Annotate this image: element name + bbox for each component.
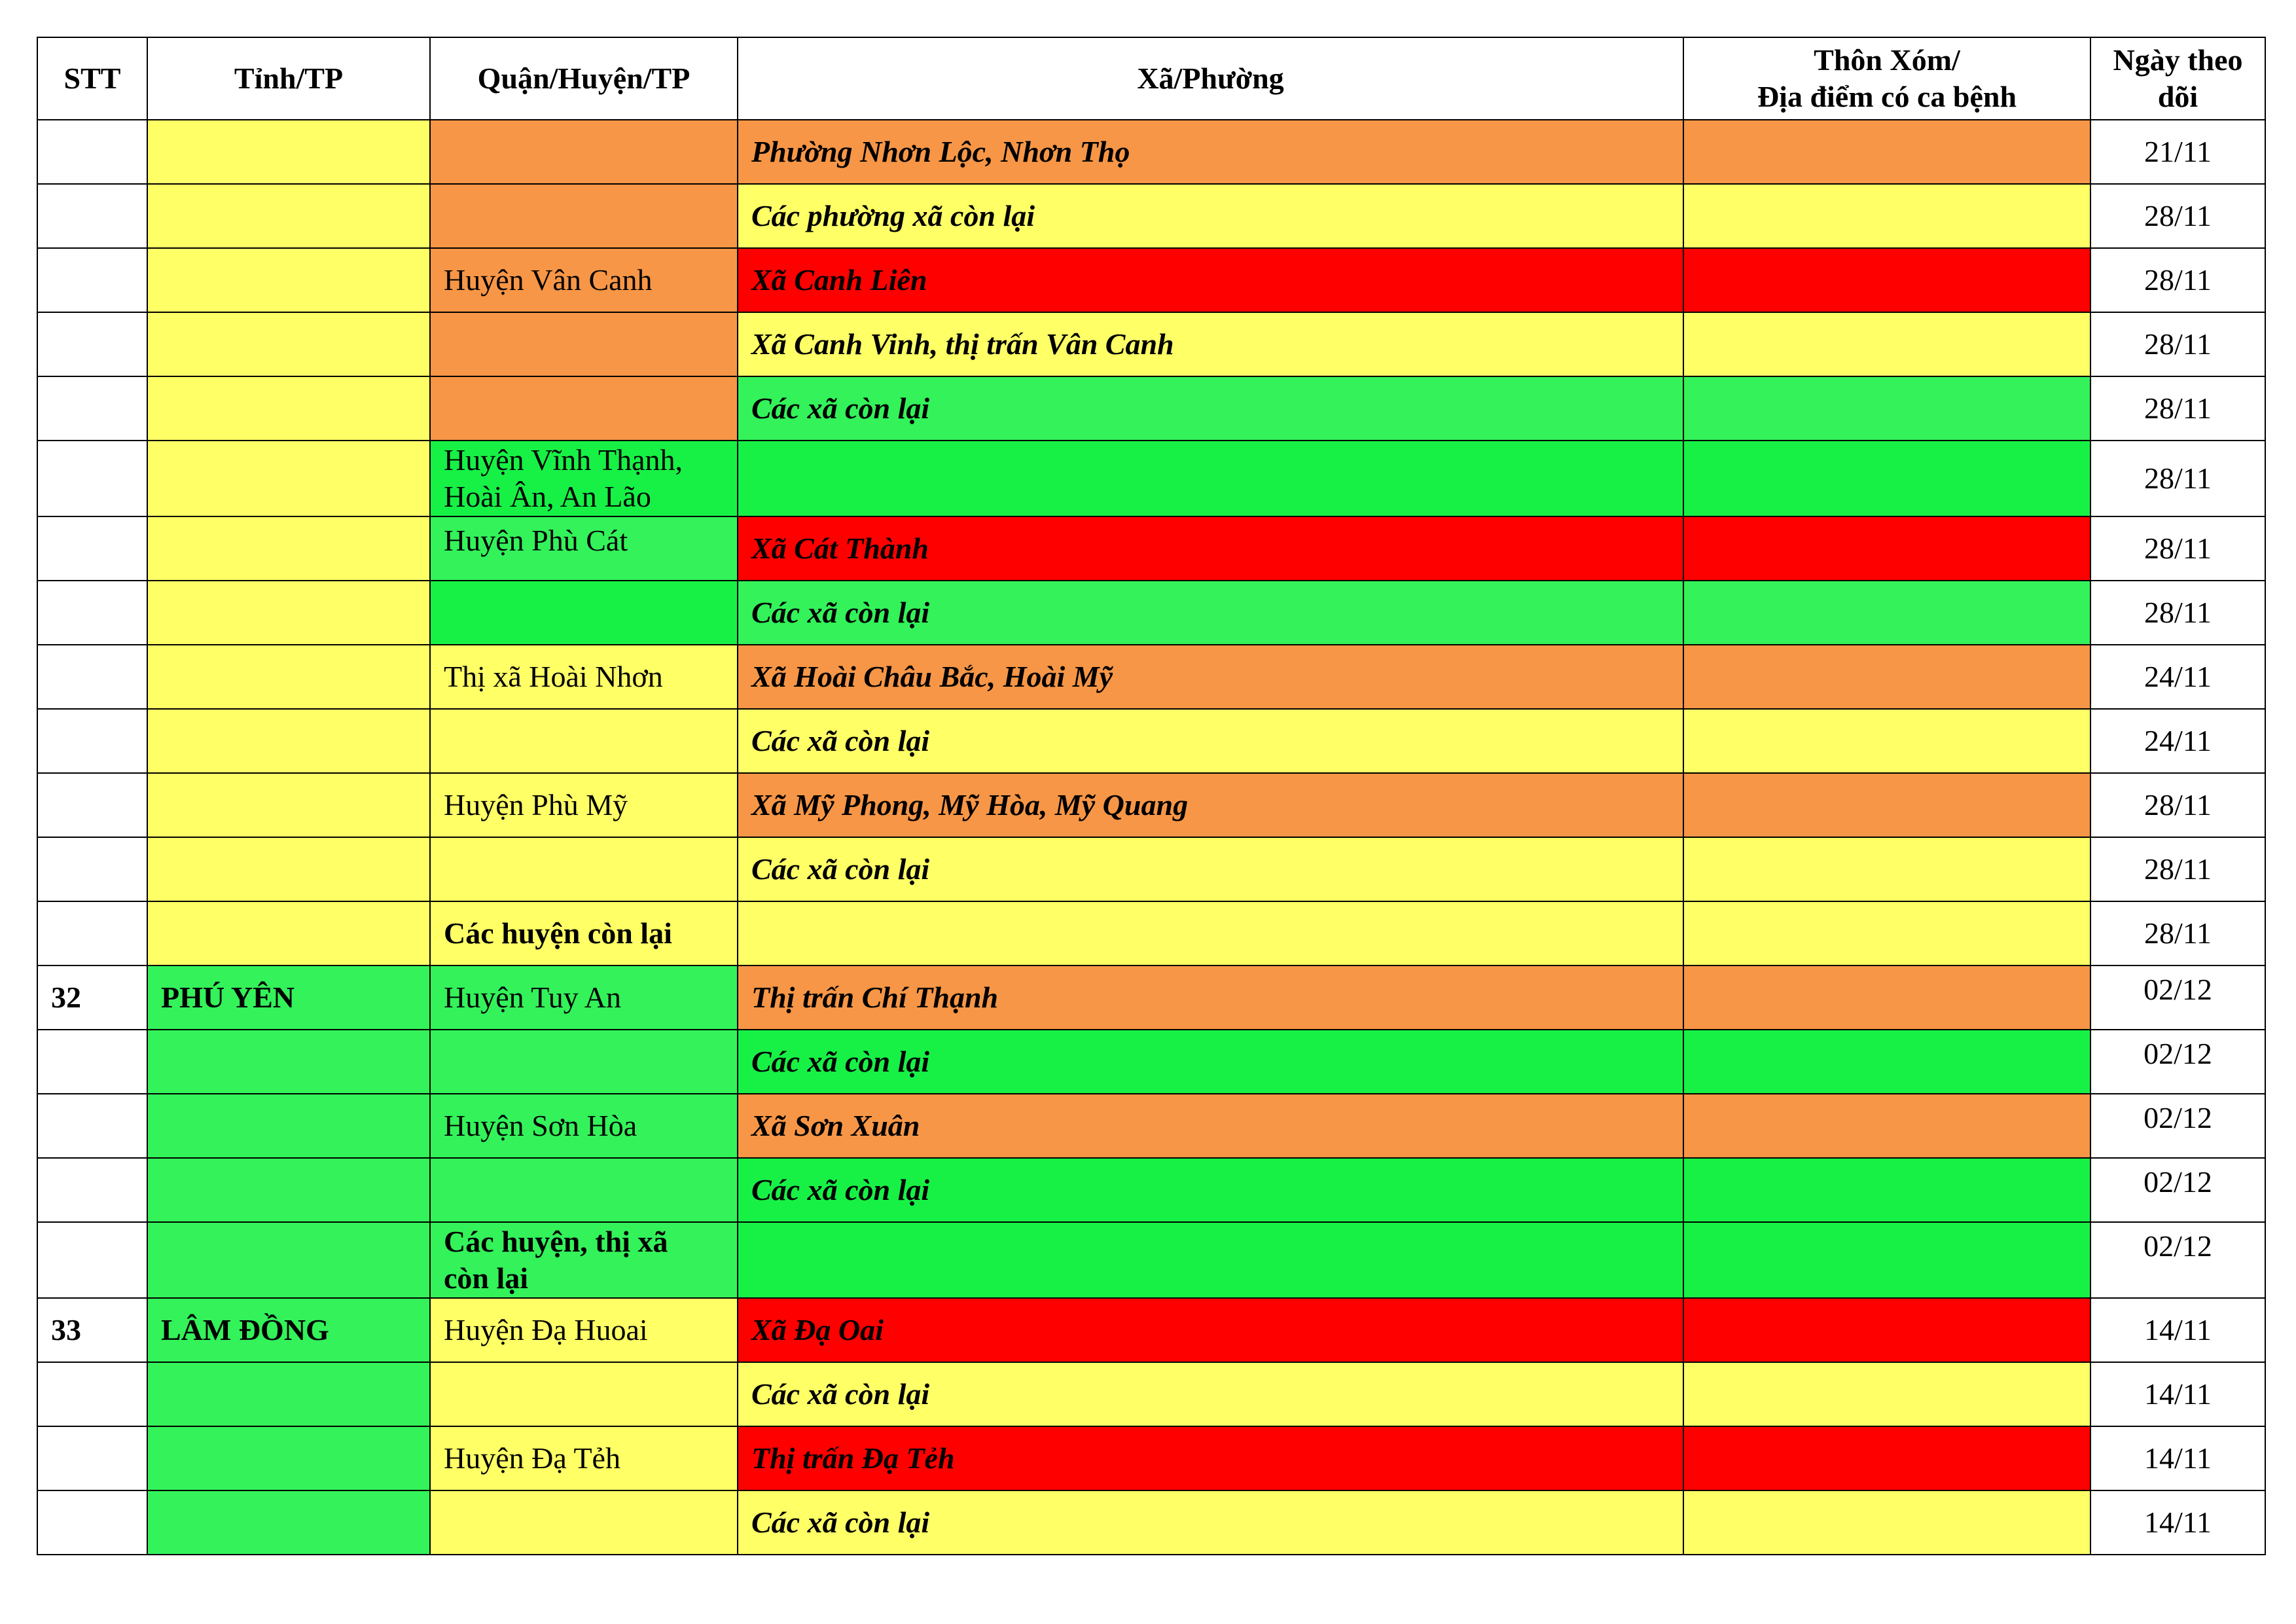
- cell-huyen: Huyện Phù Mỹ: [430, 773, 738, 837]
- cell-stt: [37, 773, 147, 837]
- cell-thon: [1683, 312, 2090, 376]
- cell-xa: Các xã còn lại: [738, 1030, 1683, 1094]
- risk-level-table: [37, 37, 2266, 1555]
- cell-tinh: [147, 312, 430, 376]
- cell-ngay: 21/11: [2090, 120, 2265, 184]
- table-row: [37, 901, 2265, 965]
- cell-huyen-line2: Hoài Ân, An Lão: [444, 480, 651, 513]
- header-ngay: [2090, 37, 2265, 120]
- cell-stt: [37, 581, 147, 645]
- cell-ngay: 28/11: [2090, 184, 2265, 248]
- header-huyen: Quận/Huyện/TP: [430, 37, 738, 120]
- cell-huyen: [430, 441, 738, 516]
- cell-thon: [1683, 376, 2090, 441]
- cell-thon: [1683, 1158, 2090, 1222]
- cell-thon: [1683, 645, 2090, 709]
- cell-thon: [1683, 965, 2090, 1030]
- cell-xa: [738, 1222, 1683, 1298]
- cell-xa: Các xã còn lại: [738, 376, 1683, 441]
- cell-thon: [1683, 773, 2090, 837]
- cell-stt: [37, 376, 147, 441]
- table-row: [37, 516, 2265, 581]
- cell-huyen: [430, 581, 738, 645]
- cell-ngay: 14/11: [2090, 1426, 2265, 1490]
- cell-stt: 32: [37, 965, 147, 1030]
- cell-xa: Xã Cát Thành: [738, 516, 1683, 581]
- cell-huyen: Huyện Sơn Hòa: [430, 1094, 738, 1158]
- cell-huyen-line1: Các huyện, thị xã: [444, 1225, 668, 1258]
- table-row: [37, 1222, 2265, 1298]
- cell-ngay: 28/11: [2090, 901, 2265, 965]
- cell-tinh: [147, 645, 430, 709]
- cell-ngay: 28/11: [2090, 248, 2265, 312]
- cell-stt: [37, 184, 147, 248]
- cell-tinh: [147, 837, 430, 901]
- cell-stt: [37, 120, 147, 184]
- cell-huyen: Các huyện còn lại: [430, 901, 738, 965]
- cell-tinh: PHÚ YÊN: [147, 965, 430, 1030]
- cell-tinh: [147, 581, 430, 645]
- cell-tinh: [147, 1158, 430, 1222]
- cell-xa: Các xã còn lại: [738, 837, 1683, 901]
- table-row: [37, 120, 2265, 184]
- cell-huyen: Huyện Tuy An: [430, 965, 738, 1030]
- cell-xa: [738, 441, 1683, 516]
- cell-stt: [37, 248, 147, 312]
- cell-xa: Thị trấn Đạ Tẻh: [738, 1426, 1683, 1490]
- table-row: [37, 1362, 2265, 1426]
- cell-xa: Xã Sơn Xuân: [738, 1094, 1683, 1158]
- table-row: [37, 773, 2265, 837]
- cell-thon: [1683, 1030, 2090, 1094]
- cell-ngay: 28/11: [2090, 516, 2265, 581]
- cell-stt: [37, 1158, 147, 1222]
- cell-stt: [37, 1094, 147, 1158]
- header-thon-line1: Thôn Xóm/: [1814, 43, 1960, 77]
- cell-thon: [1683, 1426, 2090, 1490]
- table-row: [37, 1426, 2265, 1490]
- cell-tinh: [147, 376, 430, 441]
- cell-huyen: [430, 709, 738, 773]
- cell-tinh: LÂM ĐỒNG: [147, 1298, 430, 1362]
- header-ngay-line1: Ngày theo: [2113, 43, 2243, 77]
- cell-thon: [1683, 901, 2090, 965]
- header-thon: [1683, 37, 2090, 120]
- cell-huyen: [430, 1362, 738, 1426]
- cell-thon: [1683, 1490, 2090, 1555]
- table-row: [37, 376, 2265, 441]
- cell-huyen-line2: còn lại: [444, 1261, 529, 1295]
- table-row: [37, 441, 2265, 516]
- cell-huyen: [430, 120, 738, 184]
- header-ngay-line2: dõi: [2157, 80, 2198, 113]
- cell-stt: [37, 1426, 147, 1490]
- cell-xa: Các xã còn lại: [738, 1362, 1683, 1426]
- cell-ngay: 24/11: [2090, 645, 2265, 709]
- table-row: [37, 581, 2265, 645]
- cell-huyen: [430, 1490, 738, 1555]
- cell-stt: [37, 1362, 147, 1426]
- cell-xa: Xã Canh Liên: [738, 248, 1683, 312]
- cell-tinh: [147, 1490, 430, 1555]
- cell-huyen: [430, 184, 738, 248]
- cell-thon: [1683, 120, 2090, 184]
- cell-ngay: 14/11: [2090, 1490, 2265, 1555]
- table-row: [37, 312, 2265, 376]
- cell-xa: Các xã còn lại: [738, 1158, 1683, 1222]
- cell-stt: [37, 516, 147, 581]
- cell-tinh: [147, 1362, 430, 1426]
- cell-ngay: 28/11: [2090, 441, 2265, 516]
- table-row: [37, 837, 2265, 901]
- cell-ngay: 28/11: [2090, 376, 2265, 441]
- cell-huyen: Huyện Vân Canh: [430, 248, 738, 312]
- cell-xa: Các xã còn lại: [738, 1490, 1683, 1555]
- cell-tinh: [147, 248, 430, 312]
- header-xa: Xã/Phường: [738, 37, 1683, 120]
- cell-ngay: 28/11: [2090, 773, 2265, 837]
- header-row: [37, 37, 2265, 120]
- cell-huyen-line1: Huyện Vĩnh Thạnh,: [444, 443, 683, 477]
- cell-xa: Các xã còn lại: [738, 581, 1683, 645]
- cell-huyen: [430, 837, 738, 901]
- cell-ngay: 02/12: [2090, 965, 2265, 1030]
- cell-thon: [1683, 837, 2090, 901]
- table-row: [37, 1094, 2265, 1158]
- table-row: [37, 709, 2265, 773]
- cell-ngay: 28/11: [2090, 581, 2265, 645]
- cell-xa: Các phường xã còn lại: [738, 184, 1683, 248]
- table-row: [37, 1158, 2265, 1222]
- cell-thon: [1683, 441, 2090, 516]
- cell-huyen: [430, 312, 738, 376]
- cell-ngay: 02/12: [2090, 1158, 2265, 1222]
- cell-tinh: [147, 184, 430, 248]
- header-stt: STT: [37, 37, 147, 120]
- cell-huyen: Huyện Phù Cát: [430, 516, 738, 581]
- cell-stt: [37, 441, 147, 516]
- cell-ngay: 14/11: [2090, 1362, 2265, 1426]
- cell-huyen: Huyện Đạ Huoai: [430, 1298, 738, 1362]
- cell-tinh: [147, 441, 430, 516]
- cell-stt: [37, 1030, 147, 1094]
- cell-tinh: [147, 709, 430, 773]
- cell-tinh: [147, 773, 430, 837]
- cell-ngay: 02/12: [2090, 1030, 2265, 1094]
- cell-tinh: [147, 1030, 430, 1094]
- cell-tinh: [147, 1426, 430, 1490]
- table-row: [37, 645, 2265, 709]
- cell-thon: [1683, 709, 2090, 773]
- header-thon-line2: Địa điểm có ca bệnh: [1757, 80, 2017, 113]
- cell-tinh: [147, 120, 430, 184]
- cell-tinh: [147, 1094, 430, 1158]
- cell-thon: [1683, 1222, 2090, 1298]
- cell-xa: Xã Canh Vinh, thị trấn Vân Canh: [738, 312, 1683, 376]
- cell-xa: Xã Mỹ Phong, Mỹ Hòa, Mỹ Quang: [738, 773, 1683, 837]
- cell-xa: Thị trấn Chí Thạnh: [738, 965, 1683, 1030]
- cell-ngay: 02/12: [2090, 1222, 2265, 1298]
- table-row: [37, 1030, 2265, 1094]
- cell-stt: 33: [37, 1298, 147, 1362]
- cell-xa: Xã Đạ Oai: [738, 1298, 1683, 1362]
- cell-xa: Xã Hoài Châu Bắc, Hoài Mỹ: [738, 645, 1683, 709]
- table-row: [37, 1490, 2265, 1555]
- cell-thon: [1683, 1094, 2090, 1158]
- cell-thon: [1683, 1298, 2090, 1362]
- cell-thon: [1683, 516, 2090, 581]
- cell-ngay: 28/11: [2090, 837, 2265, 901]
- cell-tinh: [147, 516, 430, 581]
- cell-thon: [1683, 248, 2090, 312]
- cell-huyen: [430, 1222, 738, 1298]
- table-row: [37, 965, 2265, 1030]
- cell-tinh: [147, 901, 430, 965]
- table-row: [37, 184, 2265, 248]
- cell-huyen: Thị xã Hoài Nhơn: [430, 645, 738, 709]
- cell-stt: [37, 1490, 147, 1555]
- header-tinh: Tỉnh/TP: [147, 37, 430, 120]
- cell-huyen: [430, 1030, 738, 1094]
- cell-stt: [37, 312, 147, 376]
- cell-huyen: Huyện Đạ Tẻh: [430, 1426, 738, 1490]
- cell-xa: Các xã còn lại: [738, 709, 1683, 773]
- cell-ngay: 24/11: [2090, 709, 2265, 773]
- cell-tinh: [147, 1222, 430, 1298]
- cell-stt: [37, 709, 147, 773]
- cell-stt: [37, 837, 147, 901]
- table-row: [37, 1298, 2265, 1362]
- cell-xa: Phường Nhơn Lộc, Nhơn Thọ: [738, 120, 1683, 184]
- cell-ngay: 28/11: [2090, 312, 2265, 376]
- cell-ngay: 14/11: [2090, 1298, 2265, 1362]
- cell-thon: [1683, 184, 2090, 248]
- cell-thon: [1683, 1362, 2090, 1426]
- cell-huyen: [430, 1158, 738, 1222]
- table-row: [37, 248, 2265, 312]
- cell-stt: [37, 1222, 147, 1298]
- cell-thon: [1683, 581, 2090, 645]
- cell-xa: [738, 901, 1683, 965]
- cell-huyen: [430, 376, 738, 441]
- cell-stt: [37, 645, 147, 709]
- cell-ngay: 02/12: [2090, 1094, 2265, 1158]
- cell-stt: [37, 901, 147, 965]
